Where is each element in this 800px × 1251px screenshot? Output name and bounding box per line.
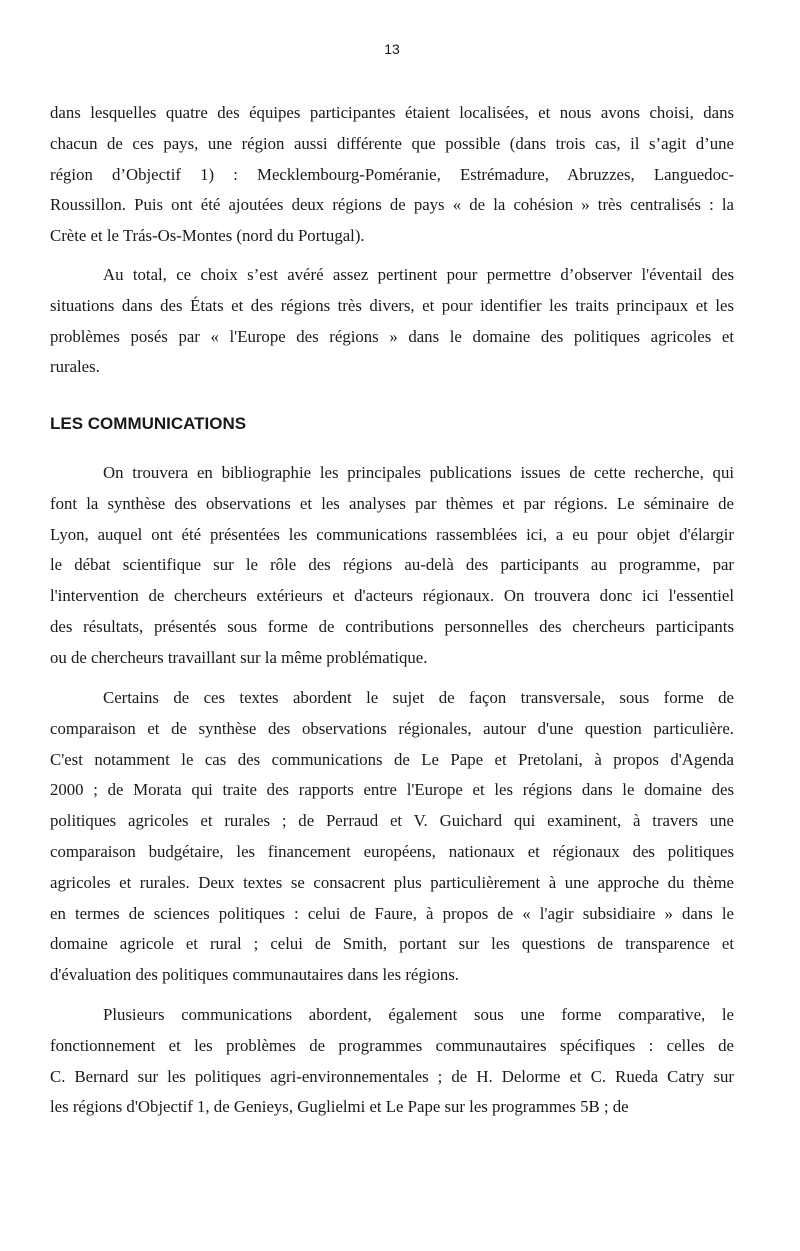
text-line: comparaison budgétaire, les financement européens, nationaux et régionaux des politiques xyxy=(50,841,734,861)
paragraph xyxy=(50,683,734,991)
text-line: problèmes posés par « l'Europe des régions » dans le domaine des politiques agricoles et xyxy=(50,326,734,346)
text-line: région d’Objectif 1) : Mecklembourg-Poméranie, Estrémadure, Abruzzes, Languedoc- xyxy=(50,164,734,184)
text-line: Plusieurs communications abordent, également sous une forme comparative, le xyxy=(103,1005,734,1024)
section-heading: LES COMMUNICATIONS xyxy=(50,414,247,433)
text-line: politiques agricoles et rurales ; de Perraud et V. Guichard qui examinent, à travers une xyxy=(50,811,734,831)
text-line: d'évaluation des politiques communautaires dans les régions. xyxy=(50,965,459,985)
text-line: C'est notamment le cas des communications de Le Pape et Pretolani, à propos d'Agenda xyxy=(50,749,734,769)
text-line: Certains de ces textes abordent le sujet de façon transversale, sous forme de xyxy=(103,688,734,707)
text-line: Roussillon. Puis ont été ajoutées deux régions de pays « de la cohésion » très centralisés : la xyxy=(50,195,734,215)
page-number: 13 xyxy=(384,41,400,57)
text-line: l'intervention de chercheurs extérieurs et d'acteurs régionaux. On trouvera donc ici l'essentiel xyxy=(50,586,734,606)
text-line: fonctionnement et les problèmes de programmes communautaires spécifiques : celles de xyxy=(50,1035,734,1055)
paragraph xyxy=(50,260,734,383)
text-line: le débat scientifique sur le rôle des régions au-delà des participants au programme, par xyxy=(50,555,734,575)
text-line: rurales. xyxy=(50,357,100,377)
text-line: domaine agricole et rural ; celui de Smith, portant sur les questions de transparence et xyxy=(50,934,734,954)
text-line: On trouvera en bibliographie les principales publications issues de cette recherche, qui xyxy=(103,463,734,482)
text-line: comparaison et de synthèse des observations régionales, autour d'une question particulière. xyxy=(50,718,734,738)
paragraph xyxy=(50,458,734,674)
text-line: les régions d'Objectif 1, de Genieys, Guglielmi et Le Pape sur les programmes 5B ; de xyxy=(50,1097,629,1117)
text-line: font la synthèse des observations et les analyses par thèmes et par régions. Le séminaire de xyxy=(50,493,734,513)
text-line: agricoles et rurales. Deux textes se consacrent plus particulièrement à une approche du thème xyxy=(50,872,734,892)
text-line: situations dans des États et des régions très divers, et pour identifier les traits principaux et les xyxy=(50,295,734,315)
text-line: en termes de sciences politiques : celui de Faure, à propos de « l'agir subsidiaire » dans le xyxy=(50,903,734,923)
text-line: 2000 ; de Morata qui traite des rapports entre l'Europe et les régions dans le domaine des xyxy=(50,780,734,800)
text-line: Au total, ce choix s’est avéré assez pertinent pour permettre d’observer l'éventail des xyxy=(103,265,734,284)
text-line: dans lesquelles quatre des équipes participantes étaient localisées, et nous avons choisi, dans xyxy=(50,103,734,122)
paragraph xyxy=(50,98,734,252)
text-line: C. Bernard sur les politiques agri-environnementales ; de H. Delorme et C. Rueda Catry sur xyxy=(50,1066,734,1086)
text-line: chacun de ces pays, une région aussi différente que possible (dans trois cas, il s’agit d’une xyxy=(50,133,734,153)
text-line: des résultats, présentés sous forme de contributions personnelles des chercheurs participants xyxy=(50,616,734,636)
text-line: Crète et le Trás-Os-Montes (nord du Portugal). xyxy=(50,226,365,246)
paragraph xyxy=(50,1000,734,1123)
text-line: Lyon, auquel ont été présentées les communications rassemblées ici, a eu pour objet d'élargir xyxy=(50,524,734,544)
text-line: ou de chercheurs travaillant sur la même problématique. xyxy=(50,647,428,667)
